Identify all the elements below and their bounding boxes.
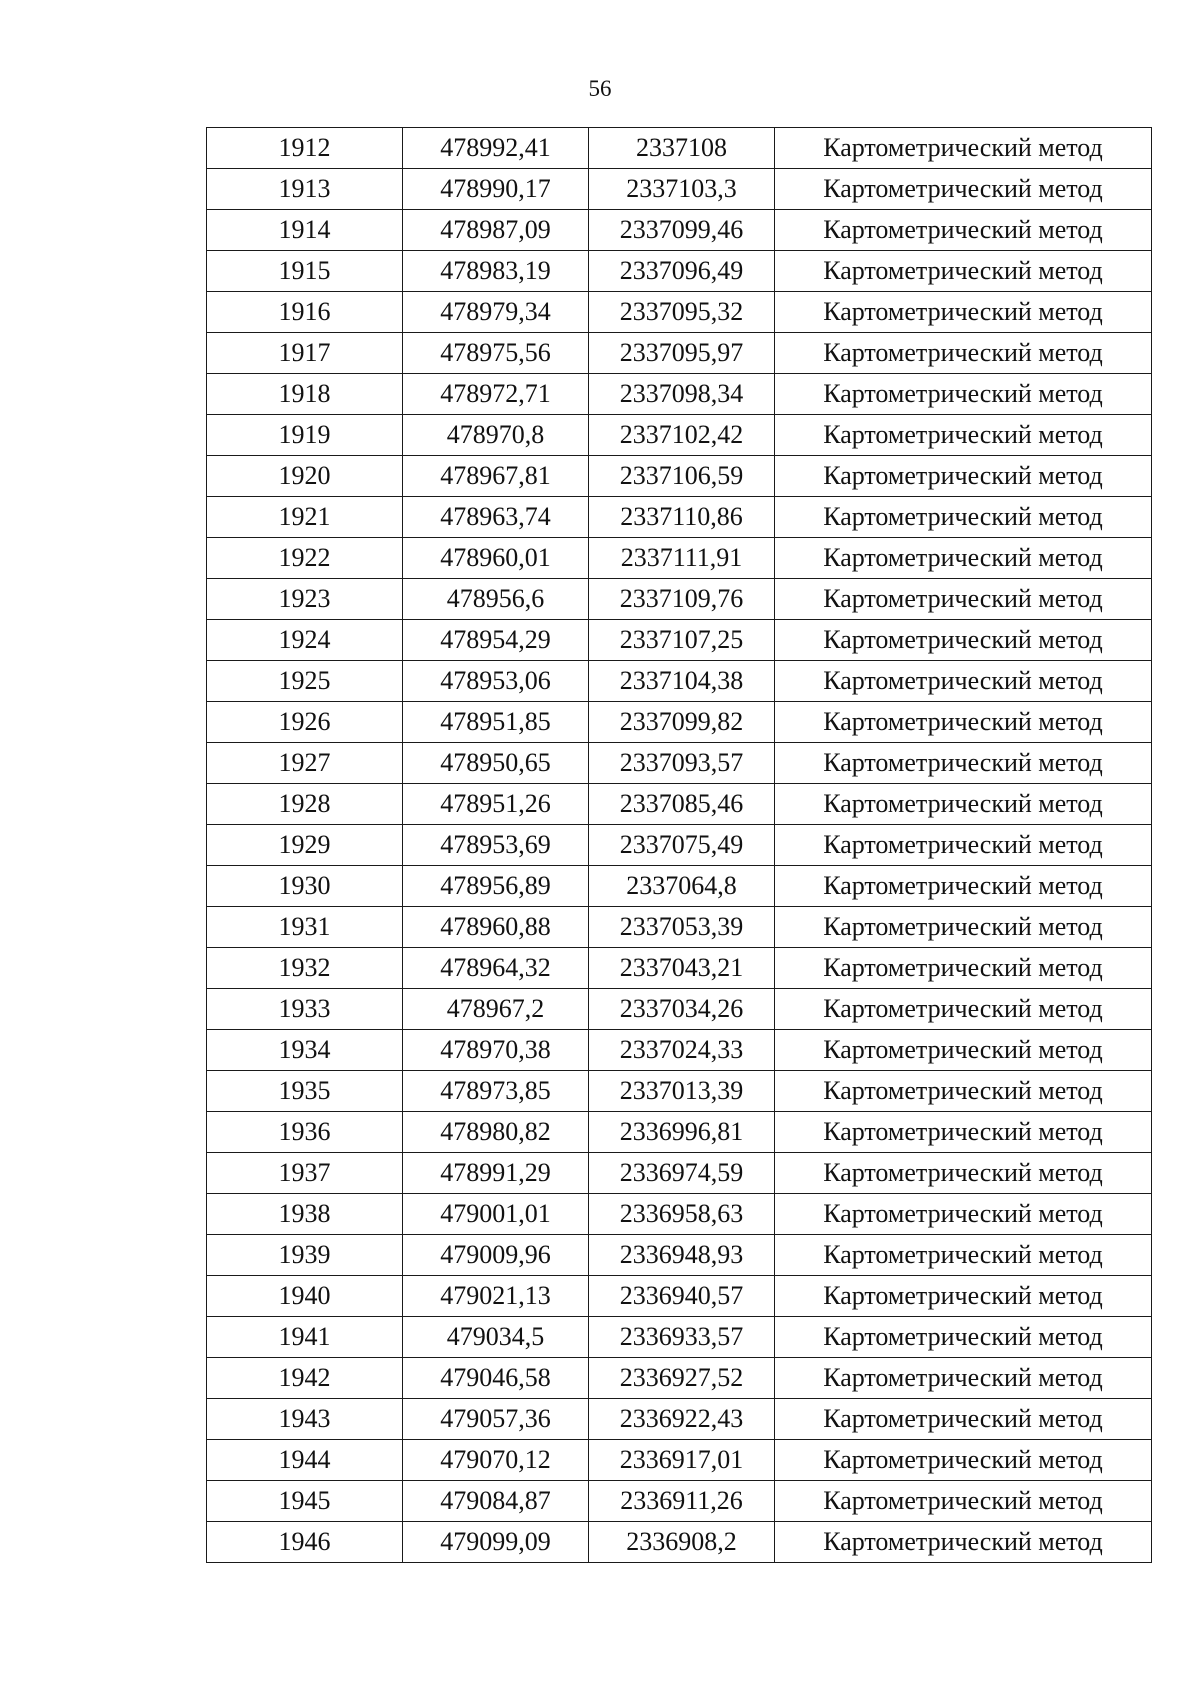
table-row — [207, 989, 1152, 1030]
method-cell: Картометрический метод — [775, 374, 1152, 415]
table-row — [207, 1112, 1152, 1153]
point-number-cell: 1917 — [207, 333, 403, 374]
coordinates-table-body — [207, 128, 1152, 1563]
method-cell: Картометрический метод — [775, 1071, 1152, 1112]
table-row — [207, 538, 1152, 579]
method-cell: Картометрический метод — [775, 1522, 1152, 1563]
y-coordinate-cell: 2337106,59 — [589, 456, 775, 497]
table-row — [207, 1481, 1152, 1522]
y-coordinate-cell: 2337095,32 — [589, 292, 775, 333]
x-coordinate-cell: 478953,06 — [403, 661, 589, 702]
x-coordinate-cell: 479034,5 — [403, 1317, 589, 1358]
table-row — [207, 784, 1152, 825]
x-coordinate-cell: 478975,56 — [403, 333, 589, 374]
y-coordinate-cell: 2336908,2 — [589, 1522, 775, 1563]
method-cell: Картометрический метод — [775, 538, 1152, 579]
method-cell: Картометрический метод — [775, 1317, 1152, 1358]
x-coordinate-cell: 479009,96 — [403, 1235, 589, 1276]
x-coordinate-cell: 478950,65 — [403, 743, 589, 784]
method-cell: Картометрический метод — [775, 497, 1152, 538]
point-number-cell: 1938 — [207, 1194, 403, 1235]
table-row — [207, 579, 1152, 620]
point-number-cell: 1913 — [207, 169, 403, 210]
point-number-cell: 1930 — [207, 866, 403, 907]
y-coordinate-cell: 2337110,86 — [589, 497, 775, 538]
point-number-cell: 1945 — [207, 1481, 403, 1522]
point-number-cell: 1942 — [207, 1358, 403, 1399]
y-coordinate-cell: 2337098,34 — [589, 374, 775, 415]
method-cell: Картометрический метод — [775, 702, 1152, 743]
table-row — [207, 1276, 1152, 1317]
y-coordinate-cell: 2337093,57 — [589, 743, 775, 784]
y-coordinate-cell: 2336933,57 — [589, 1317, 775, 1358]
y-coordinate-cell: 2337053,39 — [589, 907, 775, 948]
x-coordinate-cell: 478990,17 — [403, 169, 589, 210]
y-coordinate-cell: 2336996,81 — [589, 1112, 775, 1153]
point-number-cell: 1912 — [207, 128, 403, 169]
x-coordinate-cell: 478963,74 — [403, 497, 589, 538]
point-number-cell: 1935 — [207, 1071, 403, 1112]
method-cell: Картометрический метод — [775, 1276, 1152, 1317]
method-cell: Картометрический метод — [775, 333, 1152, 374]
table-row — [207, 661, 1152, 702]
y-coordinate-cell: 2337095,97 — [589, 333, 775, 374]
x-coordinate-cell: 478980,82 — [403, 1112, 589, 1153]
table-row — [207, 825, 1152, 866]
x-coordinate-cell: 478951,85 — [403, 702, 589, 743]
table-row — [207, 333, 1152, 374]
method-cell: Картометрический метод — [775, 620, 1152, 661]
coordinates-table — [206, 127, 1152, 1563]
x-coordinate-cell: 478973,85 — [403, 1071, 589, 1112]
table-row — [207, 1317, 1152, 1358]
x-coordinate-cell: 479046,58 — [403, 1358, 589, 1399]
method-cell: Картометрический метод — [775, 661, 1152, 702]
x-coordinate-cell: 479084,87 — [403, 1481, 589, 1522]
y-coordinate-cell: 2336974,59 — [589, 1153, 775, 1194]
y-coordinate-cell: 2336917,01 — [589, 1440, 775, 1481]
point-number-cell: 1944 — [207, 1440, 403, 1481]
method-cell: Картометрический метод — [775, 1399, 1152, 1440]
y-coordinate-cell: 2337108 — [589, 128, 775, 169]
point-number-cell: 1943 — [207, 1399, 403, 1440]
x-coordinate-cell: 478960,88 — [403, 907, 589, 948]
table-row — [207, 620, 1152, 661]
y-coordinate-cell: 2336948,93 — [589, 1235, 775, 1276]
method-cell: Картометрический метод — [775, 1358, 1152, 1399]
x-coordinate-cell: 478956,6 — [403, 579, 589, 620]
method-cell: Картометрический метод — [775, 251, 1152, 292]
point-number-cell: 1946 — [207, 1522, 403, 1563]
table-row — [207, 1071, 1152, 1112]
point-number-cell: 1921 — [207, 497, 403, 538]
x-coordinate-cell: 478983,19 — [403, 251, 589, 292]
x-coordinate-cell: 479057,36 — [403, 1399, 589, 1440]
x-coordinate-cell: 478992,41 — [403, 128, 589, 169]
point-number-cell: 1937 — [207, 1153, 403, 1194]
method-cell: Картометрический метод — [775, 825, 1152, 866]
method-cell: Картометрический метод — [775, 989, 1152, 1030]
method-cell: Картометрический метод — [775, 128, 1152, 169]
point-number-cell: 1915 — [207, 251, 403, 292]
table-row — [207, 169, 1152, 210]
point-number-cell: 1925 — [207, 661, 403, 702]
x-coordinate-cell: 478972,71 — [403, 374, 589, 415]
point-number-cell: 1936 — [207, 1112, 403, 1153]
method-cell: Картометрический метод — [775, 1235, 1152, 1276]
y-coordinate-cell: 2337096,49 — [589, 251, 775, 292]
method-cell: Картометрический метод — [775, 292, 1152, 333]
method-cell: Картометрический метод — [775, 579, 1152, 620]
method-cell: Картометрический метод — [775, 1153, 1152, 1194]
x-coordinate-cell: 478987,09 — [403, 210, 589, 251]
y-coordinate-cell: 2336911,26 — [589, 1481, 775, 1522]
x-coordinate-cell: 478954,29 — [403, 620, 589, 661]
y-coordinate-cell: 2337102,42 — [589, 415, 775, 456]
table-row — [207, 292, 1152, 333]
x-coordinate-cell: 479001,01 — [403, 1194, 589, 1235]
point-number-cell: 1926 — [207, 702, 403, 743]
point-number-cell: 1916 — [207, 292, 403, 333]
point-number-cell: 1918 — [207, 374, 403, 415]
method-cell: Картометрический метод — [775, 784, 1152, 825]
x-coordinate-cell: 478979,34 — [403, 292, 589, 333]
point-number-cell: 1920 — [207, 456, 403, 497]
table-row — [207, 1235, 1152, 1276]
point-number-cell: 1927 — [207, 743, 403, 784]
method-cell: Картометрический метод — [775, 415, 1152, 456]
table-row — [207, 948, 1152, 989]
y-coordinate-cell: 2336922,43 — [589, 1399, 775, 1440]
point-number-cell: 1928 — [207, 784, 403, 825]
table-row — [207, 866, 1152, 907]
y-coordinate-cell: 2337085,46 — [589, 784, 775, 825]
table-row — [207, 415, 1152, 456]
y-coordinate-cell: 2336940,57 — [589, 1276, 775, 1317]
point-number-cell: 1932 — [207, 948, 403, 989]
y-coordinate-cell: 2337013,39 — [589, 1071, 775, 1112]
method-cell: Картометрический метод — [775, 948, 1152, 989]
method-cell: Картометрический метод — [775, 1030, 1152, 1071]
method-cell: Картометрический метод — [775, 866, 1152, 907]
method-cell: Картометрический метод — [775, 456, 1152, 497]
y-coordinate-cell: 2337034,26 — [589, 989, 775, 1030]
table-row — [207, 1194, 1152, 1235]
x-coordinate-cell: 478960,01 — [403, 538, 589, 579]
y-coordinate-cell: 2337064,8 — [589, 866, 775, 907]
y-coordinate-cell: 2337024,33 — [589, 1030, 775, 1071]
x-coordinate-cell: 478951,26 — [403, 784, 589, 825]
table-row — [207, 1522, 1152, 1563]
y-coordinate-cell: 2337099,46 — [589, 210, 775, 251]
y-coordinate-cell: 2337111,91 — [589, 538, 775, 579]
y-coordinate-cell: 2337103,3 — [589, 169, 775, 210]
method-cell: Картометрический метод — [775, 743, 1152, 784]
method-cell: Картометрический метод — [775, 1112, 1152, 1153]
y-coordinate-cell: 2337107,25 — [589, 620, 775, 661]
point-number-cell: 1924 — [207, 620, 403, 661]
table-row — [207, 251, 1152, 292]
y-coordinate-cell: 2336927,52 — [589, 1358, 775, 1399]
point-number-cell: 1919 — [207, 415, 403, 456]
method-cell: Картометрический метод — [775, 1440, 1152, 1481]
point-number-cell: 1929 — [207, 825, 403, 866]
x-coordinate-cell: 478967,2 — [403, 989, 589, 1030]
table-row — [207, 497, 1152, 538]
table-row — [207, 210, 1152, 251]
x-coordinate-cell: 478956,89 — [403, 866, 589, 907]
method-cell: Картометрический метод — [775, 210, 1152, 251]
table-row — [207, 907, 1152, 948]
x-coordinate-cell: 478991,29 — [403, 1153, 589, 1194]
point-number-cell: 1934 — [207, 1030, 403, 1071]
table-row — [207, 1358, 1152, 1399]
y-coordinate-cell: 2337075,49 — [589, 825, 775, 866]
page-number: 56 — [588, 76, 612, 101]
point-number-cell: 1914 — [207, 210, 403, 251]
table-row — [207, 743, 1152, 784]
table-row — [207, 128, 1152, 169]
point-number-cell: 1922 — [207, 538, 403, 579]
method-cell: Картометрический метод — [775, 907, 1152, 948]
x-coordinate-cell: 479021,13 — [403, 1276, 589, 1317]
y-coordinate-cell: 2336958,63 — [589, 1194, 775, 1235]
table-row — [207, 1399, 1152, 1440]
method-cell: Картометрический метод — [775, 169, 1152, 210]
y-coordinate-cell: 2337099,82 — [589, 702, 775, 743]
point-number-cell: 1941 — [207, 1317, 403, 1358]
point-number-cell: 1931 — [207, 907, 403, 948]
point-number-cell: 1933 — [207, 989, 403, 1030]
table-row — [207, 702, 1152, 743]
x-coordinate-cell: 478967,81 — [403, 456, 589, 497]
x-coordinate-cell: 478953,69 — [403, 825, 589, 866]
y-coordinate-cell: 2337104,38 — [589, 661, 775, 702]
table-row — [207, 374, 1152, 415]
table-row — [207, 1440, 1152, 1481]
table-row — [207, 1030, 1152, 1071]
y-coordinate-cell: 2337109,76 — [589, 579, 775, 620]
point-number-cell: 1923 — [207, 579, 403, 620]
point-number-cell: 1940 — [207, 1276, 403, 1317]
table-row — [207, 456, 1152, 497]
y-coordinate-cell: 2337043,21 — [589, 948, 775, 989]
method-cell: Картометрический метод — [775, 1194, 1152, 1235]
table-row — [207, 1153, 1152, 1194]
point-number-cell: 1939 — [207, 1235, 403, 1276]
x-coordinate-cell: 479070,12 — [403, 1440, 589, 1481]
x-coordinate-cell: 478970,38 — [403, 1030, 589, 1071]
x-coordinate-cell: 479099,09 — [403, 1522, 589, 1563]
method-cell: Картометрический метод — [775, 1481, 1152, 1522]
x-coordinate-cell: 478964,32 — [403, 948, 589, 989]
x-coordinate-cell: 478970,8 — [403, 415, 589, 456]
